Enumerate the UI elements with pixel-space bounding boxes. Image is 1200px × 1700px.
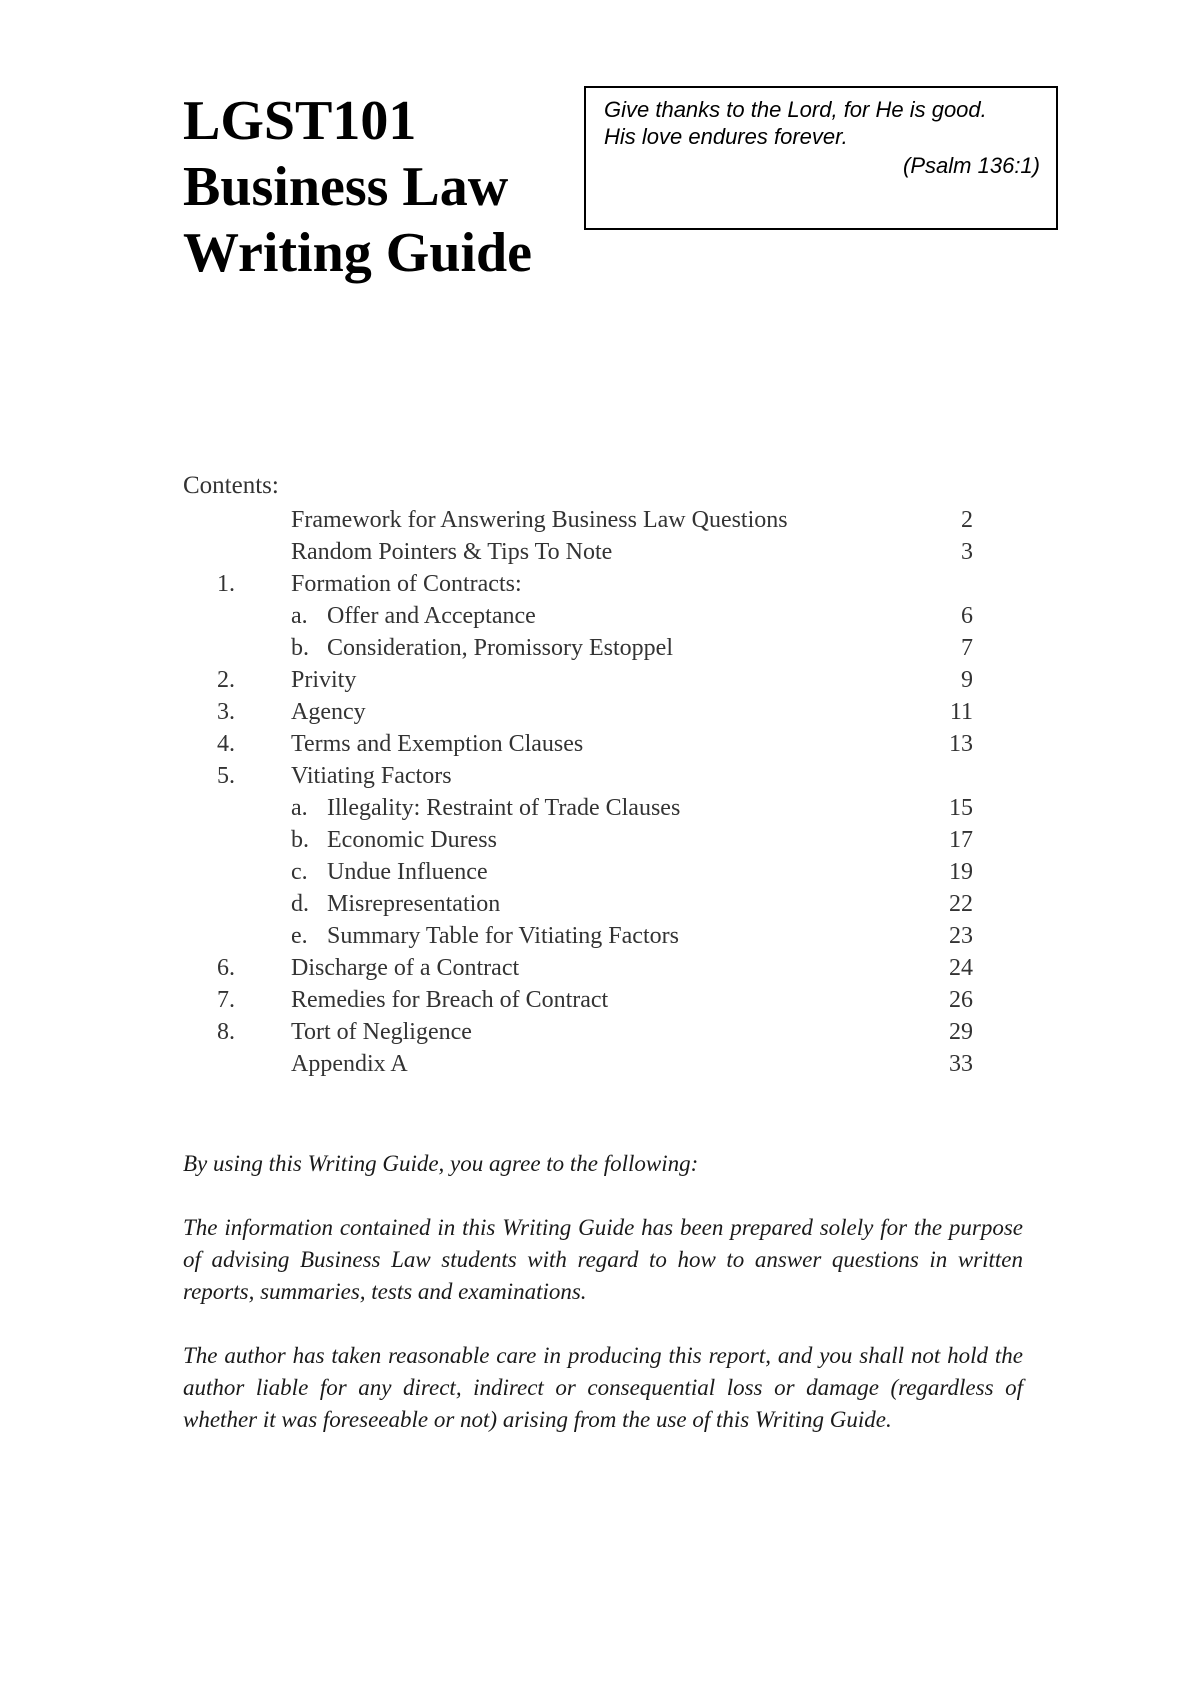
toc-page-number: 17 (949, 827, 973, 853)
toc-page-number: 2 (961, 507, 973, 533)
toc-page-number: 13 (949, 731, 973, 757)
toc-row (183, 728, 1023, 760)
quote-box (584, 86, 1058, 230)
toc-entry-title: Consideration, Promissory Estoppel (327, 635, 673, 661)
toc-row (183, 504, 1023, 536)
toc-subsection-letter: d. (291, 891, 309, 917)
toc-entry-title: Framework for Answering Business Law Questions (291, 507, 788, 533)
toc-entry-title: Random Pointers & Tips To Note (291, 539, 613, 565)
disclaimer-paragraph-1: The information contained in this Writing Guide has been prepared solely for the purpose of advising Business Law students with regard to how to answer questions in written reports, summaries, tests and examinations. (183, 1215, 1023, 1304)
toc-entry-title: Appendix A (291, 1051, 408, 1077)
quote-line-1: Give thanks to the Lord, for He is good. (604, 97, 987, 122)
disclaimer-intro: By using this Writing Guide, you agree to the following: (183, 1151, 699, 1176)
title-line-3: Writing Guide (183, 222, 533, 284)
toc-entry-title: Summary Table for Vitiating Factors (327, 923, 679, 949)
toc-entry-title: Terms and Exemption Clauses (291, 731, 584, 757)
toc-section-number: 7. (217, 987, 235, 1013)
toc-row (183, 600, 1023, 632)
toc-entry-title: Formation of Contracts: (291, 571, 522, 597)
toc-row (183, 696, 1023, 728)
toc-row (183, 792, 1023, 824)
toc-entry-title: Illegality: Restraint of Trade Clauses (327, 795, 681, 821)
toc-entry-title: Discharge of a Contract (291, 955, 520, 981)
toc-row (183, 664, 1023, 696)
toc-row (183, 856, 1023, 888)
title-line-1: LGST101 (183, 90, 417, 152)
quote-reference: (Psalm 136:1) (903, 153, 1040, 178)
toc-section-number: 8. (217, 1019, 235, 1045)
toc-row (183, 888, 1023, 920)
toc-entry-title: Tort of Negligence (291, 1019, 472, 1045)
toc-subsection-letter: c. (291, 859, 308, 885)
toc-row (183, 920, 1023, 952)
title-line-2: Business Law (183, 156, 509, 218)
toc-subsection-letter: b. (291, 827, 309, 853)
document-title (183, 88, 532, 286)
toc-section-number: 4. (217, 731, 235, 757)
toc-subsection-letter: e. (291, 923, 308, 949)
toc-entry-title: Economic Duress (327, 827, 497, 853)
toc-row (183, 984, 1023, 1016)
toc-entry-title: Offer and Acceptance (327, 603, 536, 629)
toc-section-number: 6. (217, 955, 235, 981)
toc-page-number: 26 (949, 987, 973, 1013)
toc-row (183, 1048, 1023, 1080)
toc-page-number: 7 (961, 635, 973, 661)
toc-row (183, 824, 1023, 856)
toc-page-number: 23 (949, 923, 973, 949)
toc-page-number: 3 (961, 539, 973, 565)
toc-page-number: 24 (949, 955, 973, 981)
toc-section-number: 3. (217, 699, 235, 725)
toc-row (183, 536, 1023, 568)
contents-heading: Contents: (183, 472, 279, 499)
toc-row (183, 952, 1023, 984)
toc-section-number: 1. (217, 571, 235, 597)
toc-entry-title: Agency (291, 699, 366, 725)
disclaimer-paragraph-2: The author has taken reasonable care in producing this report, and you shall not hold the author liable for any direct, indirect or consequential loss or damage (regardless of whether it was foreseeable or not) arising from the use of this Writing Guide. (183, 1343, 1023, 1432)
toc-subsection-letter: a. (291, 795, 308, 821)
toc-page-number: 11 (949, 699, 973, 725)
toc-page-number: 15 (949, 795, 973, 821)
toc-page-number: 29 (949, 1019, 973, 1045)
toc-page-number: 22 (949, 891, 973, 917)
disclaimer (183, 1148, 1023, 1468)
toc-row (183, 568, 1023, 600)
toc-subsection-letter: a. (291, 603, 308, 629)
toc-page-number: 6 (961, 603, 973, 629)
quote-line-2: His love endures forever. (604, 124, 848, 149)
toc-page-number: 33 (949, 1051, 973, 1077)
toc-subsection-letter: b. (291, 635, 309, 661)
toc-row (183, 1016, 1023, 1048)
toc-entry-title: Misrepresentation (327, 891, 501, 917)
toc-entry-title: Remedies for Breach of Contract (291, 987, 609, 1013)
toc-row (183, 632, 1023, 664)
toc-section-number: 2. (217, 667, 235, 693)
toc-page-number: 19 (949, 859, 973, 885)
table-of-contents (183, 470, 1023, 1080)
toc-entry-title: Undue Influence (327, 859, 488, 885)
toc-row (183, 760, 1023, 792)
toc-entry-title: Vitiating Factors (291, 763, 452, 789)
toc-page-number: 9 (961, 667, 973, 693)
toc-section-number: 5. (217, 763, 235, 789)
toc-entry-title: Privity (291, 667, 357, 693)
toc-list (183, 504, 1023, 1080)
